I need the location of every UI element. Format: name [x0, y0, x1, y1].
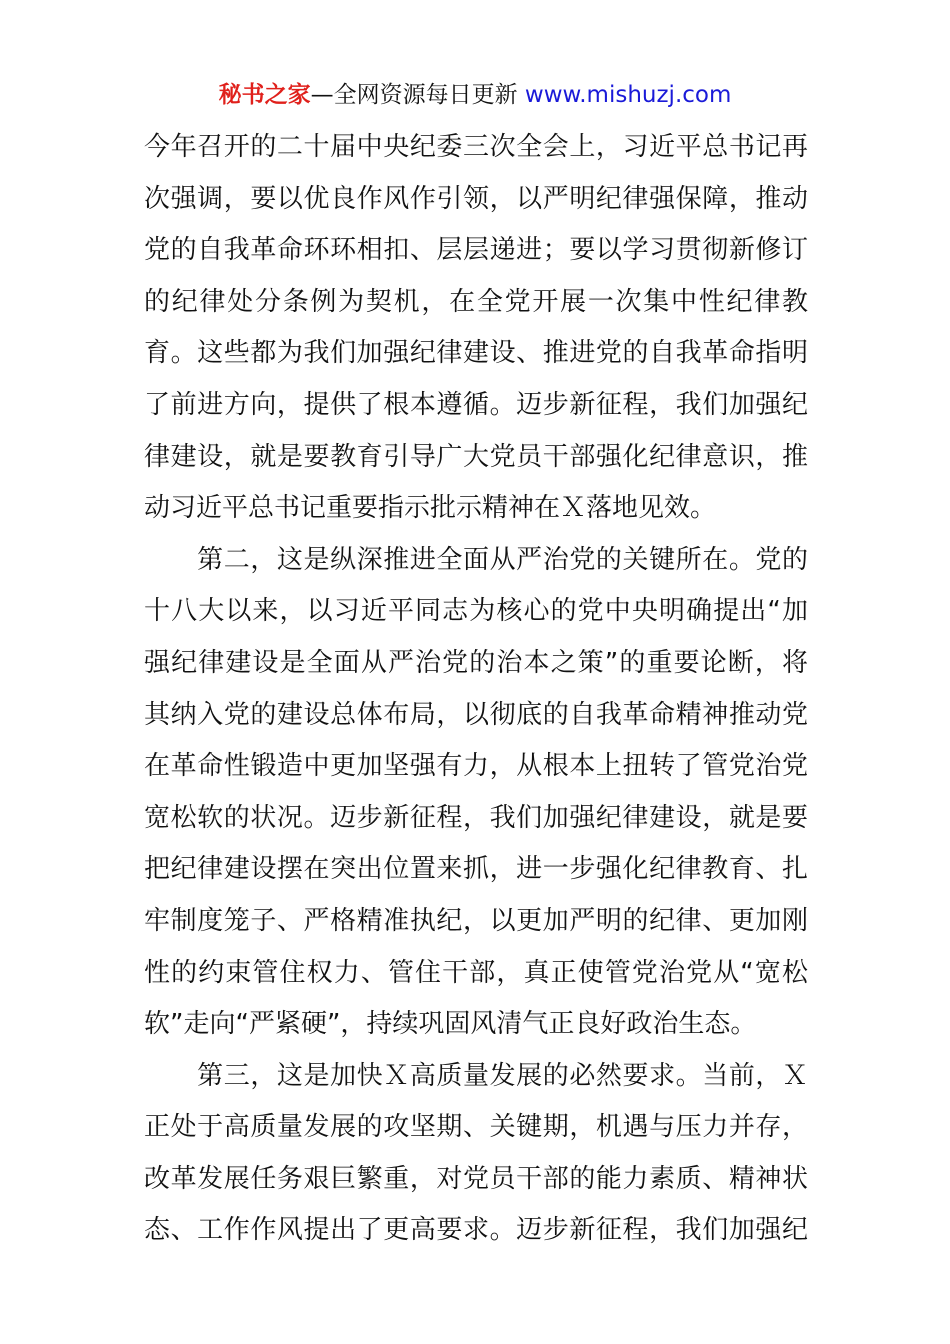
text-line: 软”走向“严紧硬”，持续巩固风清气正良好政治生态。 [144, 1009, 757, 1040]
text-line: 十八大以来，以习近平同志为核心的党中央明确提出“加 [144, 596, 808, 627]
text-line: 把纪律建设摆在突出位置来抓，进一步强化纪律教育、扎 [144, 854, 808, 885]
text-line: 动习近平总书记重要指示批示精神在Ｘ落地见效。 [144, 493, 717, 524]
text-line: 今年召开的二十届中央纪委三次全会上，习近平总书记再 [144, 132, 808, 162]
text-line: 性的约束管住权力、管住干部，真正使管党治党从“宽松 [144, 957, 808, 988]
text-line: 的纪律处分条例为契机，在全党开展一次集中性纪律教 [144, 286, 808, 317]
text-line: 强纪律建设是全面从严治党的治本之策”的重要论断，将 [144, 647, 808, 678]
header-brand: 秘书之家 [218, 82, 311, 108]
text-line: 了前进方向，提供了根本遵循。迈步新征程，我们加强纪 [144, 389, 808, 420]
text-line: 律建设，就是要教育引导广大党员干部强化纪律意识，推 [144, 441, 808, 472]
text-line: 其纳入党的建设总体布局，以彻底的自我革命精神推动党 [144, 699, 808, 730]
page-header [0, 78, 950, 112]
text-line: 在革命性锻造中更加坚强有力，从根本上扭转了管党治党 [144, 751, 808, 782]
text-line: 正处于高质量发展的攻坚期、关键期，机遇与压力并存， [144, 1112, 808, 1143]
header-tagline: —全网资源每日更新 [310, 82, 518, 108]
text-line: 第三，这是加快Ｘ高质量发展的必然要求。当前，Ｘ [144, 1060, 808, 1091]
text-line: 次强调，要以优良作风作引领，以严明纪律强保障，推动 [144, 183, 808, 214]
text-line: 党的自我革命环环相扣、层层递进；要以学习贯彻新修订 [144, 235, 808, 266]
text-line: 态、工作作风提出了更高要求。迈步新征程，我们加强纪 [144, 1215, 808, 1246]
document-body [144, 122, 808, 1257]
text-line: 牢制度笼子、严格精准执纪，以更加严明的纪律、更加刚 [144, 905, 808, 936]
text-line: 第二，这是纵深推进全面从严治党的关键所在。党的 [144, 544, 808, 575]
text-line: 育。这些都为我们加强纪律建设、推进党的自我革命指明 [144, 338, 808, 369]
text-line: 改革发展任务艰巨繁重，对党员干部的能力素质、精神状 [144, 1163, 808, 1194]
header-site-link[interactable]: www.mishuzj.com [524, 82, 732, 108]
text-line: 宽松软的状况。迈步新征程，我们加强纪律建设，就是要 [144, 802, 808, 833]
